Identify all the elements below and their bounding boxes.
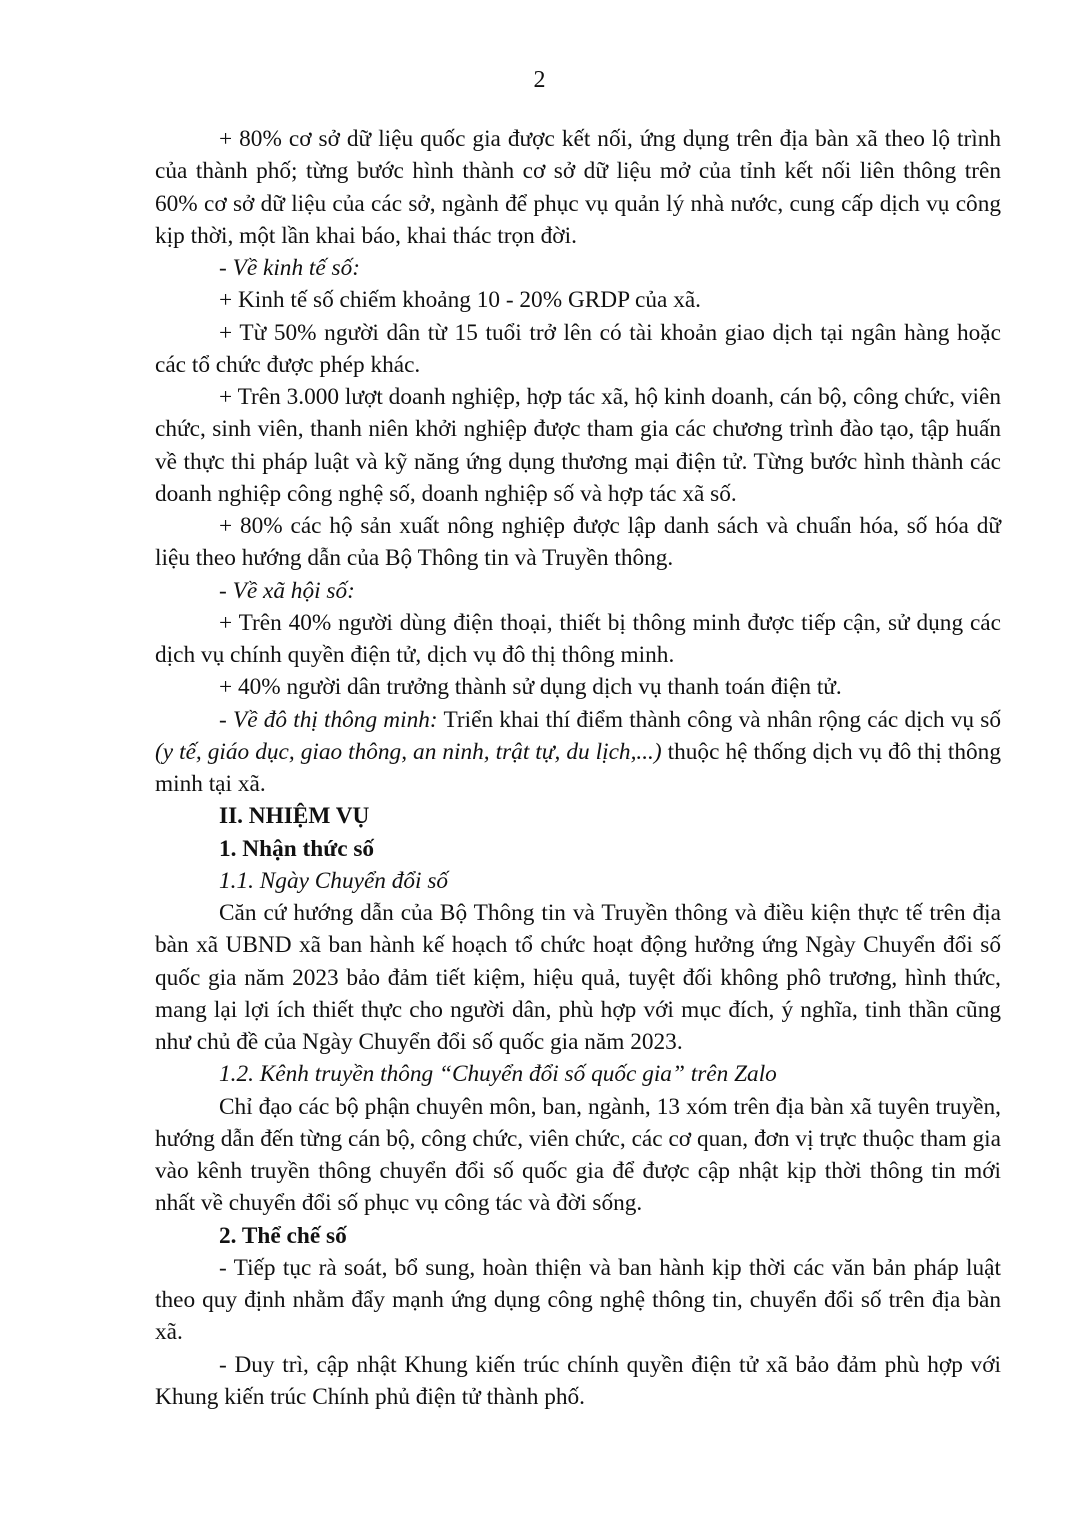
section-heading-tasks: II. NHIỆM VỤ [219, 803, 370, 830]
paragraph-grdp-target: + Kinh tế số chiếm khoảng 10 - 20% GRDP của xã. [219, 287, 702, 314]
paragraph-database-target: + 80% cơ sở dữ liệu quốc gia được kết nối, ứng dụng trên địa bàn xã theo lộ trình của thành phố; từng bước hình thành cơ sở dữ liệu mở của tỉnh kết nối liên thông trên 60% cơ sở dữ liệu của các sở, ngành để phục vụ quản lý nhà nước, cung cấp dịch vụ công kịp thời, một lần khai báo, khai thác trọn đời. [155, 126, 1001, 249]
smart-city-text-b: thuộc hệ thống dịch vụ đô thị thông minh tại xã. [155, 738, 1001, 797]
smart-city-lead: - Về đô thị thông minh: [219, 706, 438, 733]
smart-city-text-a: Triển khai thí điểm thành công và nhân rộng các dịch vụ số [437, 706, 1002, 733]
smart-city-examples: (y tế, giáo dục, giao thông, an ninh, trật tự, du lịch,...) [155, 738, 662, 765]
paragraph-zalo-channel: Chỉ đạo các bộ phận chuyên môn, ban, ngành, 13 xóm trên địa bàn xã tuyên truyền, hướng dẫn đến từng cán bộ, công chức, viên chức, các cơ quan, đơn vị trực thuộc tham gia vào kênh truyền thông chuyển đổi số quốc gia để được cập nhật kịp thời thông tin mới nhất về chuyển đổi số phục vụ công tác và đời sống. [155, 1093, 1001, 1217]
subsection-heading-digital-day: 1.1. Ngày Chuyển đổi số [219, 867, 449, 894]
paragraph-legal-review: - Tiếp tục rà soát, bổ sung, hoàn thiện và ban hành kịp thời các văn bản pháp luật theo quy định nhằm đẩy mạnh ứng dụng công nghệ thông tin, chuyển đổi số trên địa bàn xã. [155, 1254, 1001, 1346]
paragraph-agriculture-target: + 80% các hộ sản xuất nông nghiệp được lập danh sách và chuẩn hóa, số hóa dữ liệu theo hướng dẫn của Bộ Thông tin và Truyền thông. [155, 513, 1001, 572]
paragraph-architecture-framework: - Duy trì, cập nhật Khung kiến trúc chính quyền điện tử xã bảo đảm phù hợp với Khung kiến trúc Chính phủ điện tử thành phố. [155, 1351, 1001, 1410]
page-number: 2 [533, 67, 546, 93]
section-heading-digital-institutions: 2. Thể chế số [219, 1222, 347, 1249]
paragraph-digital-day: Căn cứ hướng dẫn của Bộ Thông tin và Truyền thông và điều kiện thực tế trên địa bàn xã UBND xã ban hành kế hoạch tổ chức hoạt động hưởng ứng Ngày Chuyển đổi số quốc gia năm 2023 bảo đảm tiết kiệm, hiệu quả, tuyệt đối không phô trương, hình thức, mang lại lợi ích thiết thực cho người dân, phù hợp với mục đích, ý nghĩa, tinh thần cũng như chủ đề của Ngày Chuyển đổi số quốc gia năm 2023. [155, 900, 1001, 1055]
section-heading-digital-awareness: 1. Nhận thức số [219, 835, 375, 862]
paragraph-smart-device-target: + Trên 40% người dùng điện thoại, thiết bị thông minh được tiếp cận, sử dụng các dịch vụ chính quyền điện tử, dịch vụ đô thị thông minh. [155, 609, 1001, 668]
heading-digital-economy: - Về kinh tế số: [219, 255, 361, 281]
paragraph-e-payment-target: + 40% người dân trưởng thành sử dụng dịch vụ thanh toán điện tử. [219, 674, 842, 701]
paragraph-training-target: + Trên 3.000 lượt doanh nghiệp, hợp tác xã, hộ kinh doanh, cán bộ, công chức, viên chức, sinh viên, thanh niên khởi nghiệp được tham gia các chương trình đào tạo, tập huấn về thực thi pháp luật và kỹ năng ứng dụng thương mại điện tử. Từng bước hình thành các doanh nghiệp công nghệ số, doanh nghiệp số và hợp tác xã số. [155, 384, 1001, 507]
document-body [155, 123, 1001, 1413]
paragraph-bank-account-target: + Từ 50% người dân từ 15 tuổi trở lên có tài khoản giao dịch tại ngân hàng hoặc các tổ chức được phép khác. [155, 319, 1001, 378]
subsection-heading-zalo-channel: 1.2. Kênh truyền thông “Chuyển đổi số quốc gia” trên Zalo [219, 1061, 777, 1088]
paragraph-smart-city [155, 704, 1001, 801]
heading-digital-society: - Về xã hội số: [219, 577, 355, 604]
